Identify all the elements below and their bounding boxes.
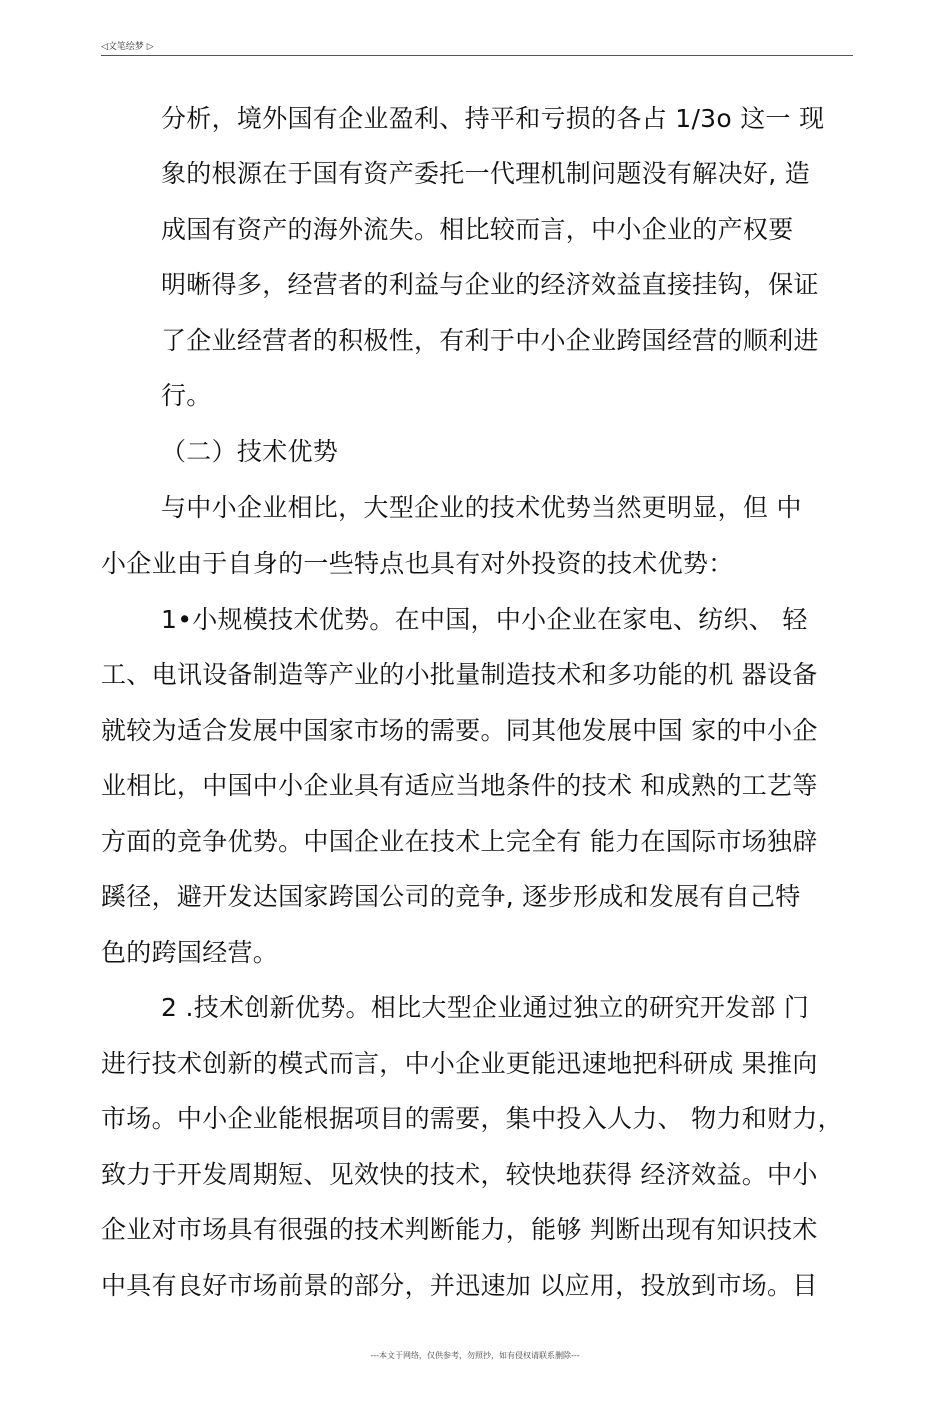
text-line: 小企业由于自身的一些特点也具有对外投资的技术优势：: [101, 549, 734, 578]
text-line: 成国有资产的海外流失。相比较而言，中小企业的产权要: [161, 215, 794, 244]
text-line: 业相比，中国中小企业具有适应当地条件的技术 和成熟的工艺等: [101, 771, 818, 800]
header-title: ◁文笔绘梦 ▷: [101, 42, 154, 52]
text-line: 企业对市场具有很强的技术判断能力，能够 判断出现有知识技术: [101, 1215, 818, 1244]
text-line: 2 .技术创新优势。相比大型企业通过独立的研究开发部 门: [161, 993, 810, 1022]
text-line: 色的跨国经营。: [101, 938, 279, 967]
text-line: 1•小规模技术优势。在中国，中小企业在家电、纺织、 轻: [161, 605, 808, 634]
text-line: 就较为适合发展中国家市场的需要。同其他发展中国 家的中小企: [101, 716, 818, 745]
text-line: 明晰得多，经营者的利益与企业的经济效益直接挂钩，保证: [161, 270, 819, 299]
text-line: 中具有良好市场前景的部分，并迅速加 以应用，投放到市场。目: [101, 1271, 818, 1300]
text-line: 市场。中小企业能根据项目的需要，集中投入人力、 物力和财力，: [101, 1104, 843, 1133]
page-footer: ---本文于网络，仅供参考，勿照抄，如有侵权请联系删除---: [370, 1351, 580, 1360]
text-line: 象的根源在于国有资产委托一代理机制问题没有解决好, 造: [161, 159, 810, 188]
text-line: 与中小企业相比，大型企业的技术优势当然更明显，但 中: [161, 493, 802, 522]
section-heading: （二）技术优势: [161, 437, 339, 466]
text-line: 分析，境外国有企业盈利、持平和亏损的各占 1/3o 这一 现: [161, 104, 825, 133]
text-line: 方面的竞争优势。中国企业在技术上完全有 能力在国际市场独辟: [101, 827, 818, 856]
text-line: 工、电讯设备制造等产业的小批量制造技术和多功能的机 器设备: [101, 660, 818, 689]
text-line: 蹊径，避开发达国家跨国公司的竞争, 逐步形成和发展有自己特: [101, 882, 801, 911]
text-line: 致力于开发周期短、见效快的技术，较快地获得 经济效益。中小: [101, 1160, 818, 1189]
text-line: 了企业经营者的积极性，有利于中小企业跨国经营的顺利进: [161, 326, 819, 355]
text-line: 进行技术创新的模式而言，中小企业更能迅速地把科研成 果推向: [101, 1049, 818, 1078]
text-line: 行。: [161, 381, 212, 410]
